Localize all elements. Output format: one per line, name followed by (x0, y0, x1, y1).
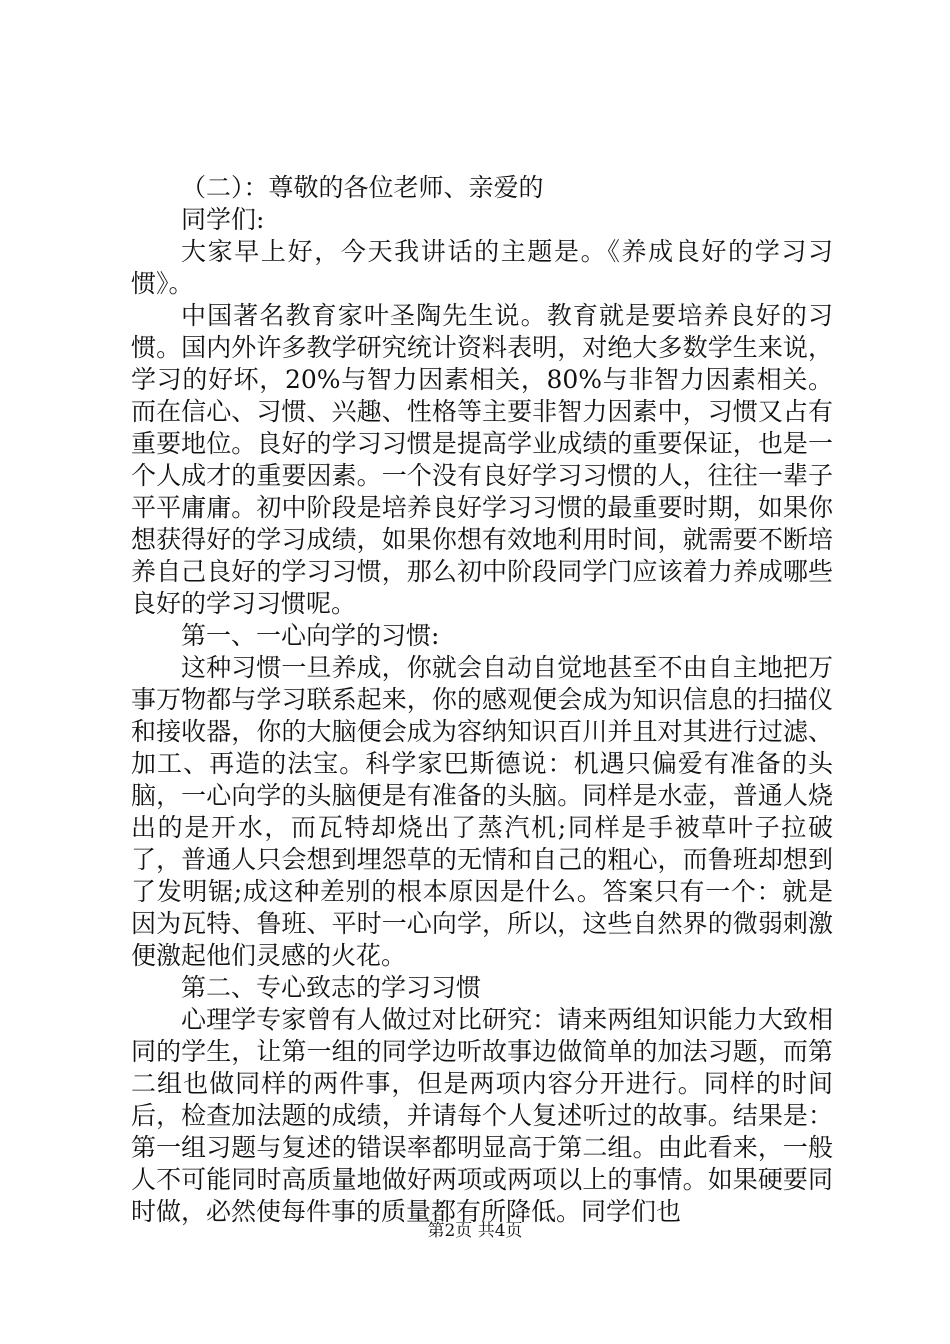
heading-line: （二）：尊敬的各位老师、亲爱的 (181, 173, 544, 202)
section-heading: 第一、一心向学的习惯: (181, 621, 440, 650)
paragraph: 大家早上好，今天我讲话的主题是。《养成良好的学习习惯》。 (131, 237, 833, 298)
paragraph: 中国著名教育家叶圣陶先生说。教育就是要培养良好的习惯。国内外许多教学研究统计资料表明，对绝大多数学生来说，学习的好坏，20%与智力因素相关，80%与非智力因素相关。而在信心、习惯、兴趣、性格等主要非智力因素中，习惯又占有重要地位。良好的学习习惯是提高学业成绩的重要保证，也是一个人成才的重要因素。一个没有良好学习习惯的人，往往一辈子平平庸庸。初中阶段是培养良好学习习惯的最重要时期，如果你想获得好的学习成绩，如果你想有效地利用时间，就需要不断培养自己良好的学习习惯，那么初中阶段同学门应该着力养成哪些良好的学习习惯呢。 (131, 301, 833, 618)
paragraph: 心理学专家曾有人做过对比研究：请来两组知识能力大致相同的学生，让第一组的同学边听故事边做简单的加法习题，而第二组也做同样的两件事，但是两项内容分开进行。同样的时间后，检查加法题的成绩，并请每个人复述听过的故事。结果是：第一组习题与复述的错误率都明显高于第二组。由此看来，一般人不可能同时高质量地做好两项或两项以上的事情。如果硬要同时做，必然使每件事的质量都有所降低。同学们也 (131, 1005, 833, 1226)
document-body (131, 172, 833, 1228)
paragraph: 这种习惯一旦养成，你就会自动自觉地甚至不由自主地把万事万物都与学习联系起来，你的感观便会成为知识信息的扫描仪和接收器，你的大脑便会成为容纳知识百川并且对其进行过滤、加工、再造的法宝。科学家巴斯德说：机遇只偏爱有准备的头脑，一心向学的头脑便是有准备的头脑。同样是水壶，普通人烧出的是开水，而瓦特却烧出了蒸汽机;同样是手被草叶子拉破了，普通人只会想到埋怨草的无情和自己的粗心，而鲁班却想到了发明锯;成这种差别的根本原因是什么。答案只有一个：就是因为瓦特、鲁班、平时一心向学，所以，这些自然界的微弱刺激便激起他们灵感的火花。 (131, 653, 833, 970)
page-number-footer: 第2页 共4页 (427, 1221, 523, 1241)
section-heading: 第二、专心致志的学习习惯 (181, 973, 482, 1002)
salutation-line: 同学们: (181, 205, 265, 234)
